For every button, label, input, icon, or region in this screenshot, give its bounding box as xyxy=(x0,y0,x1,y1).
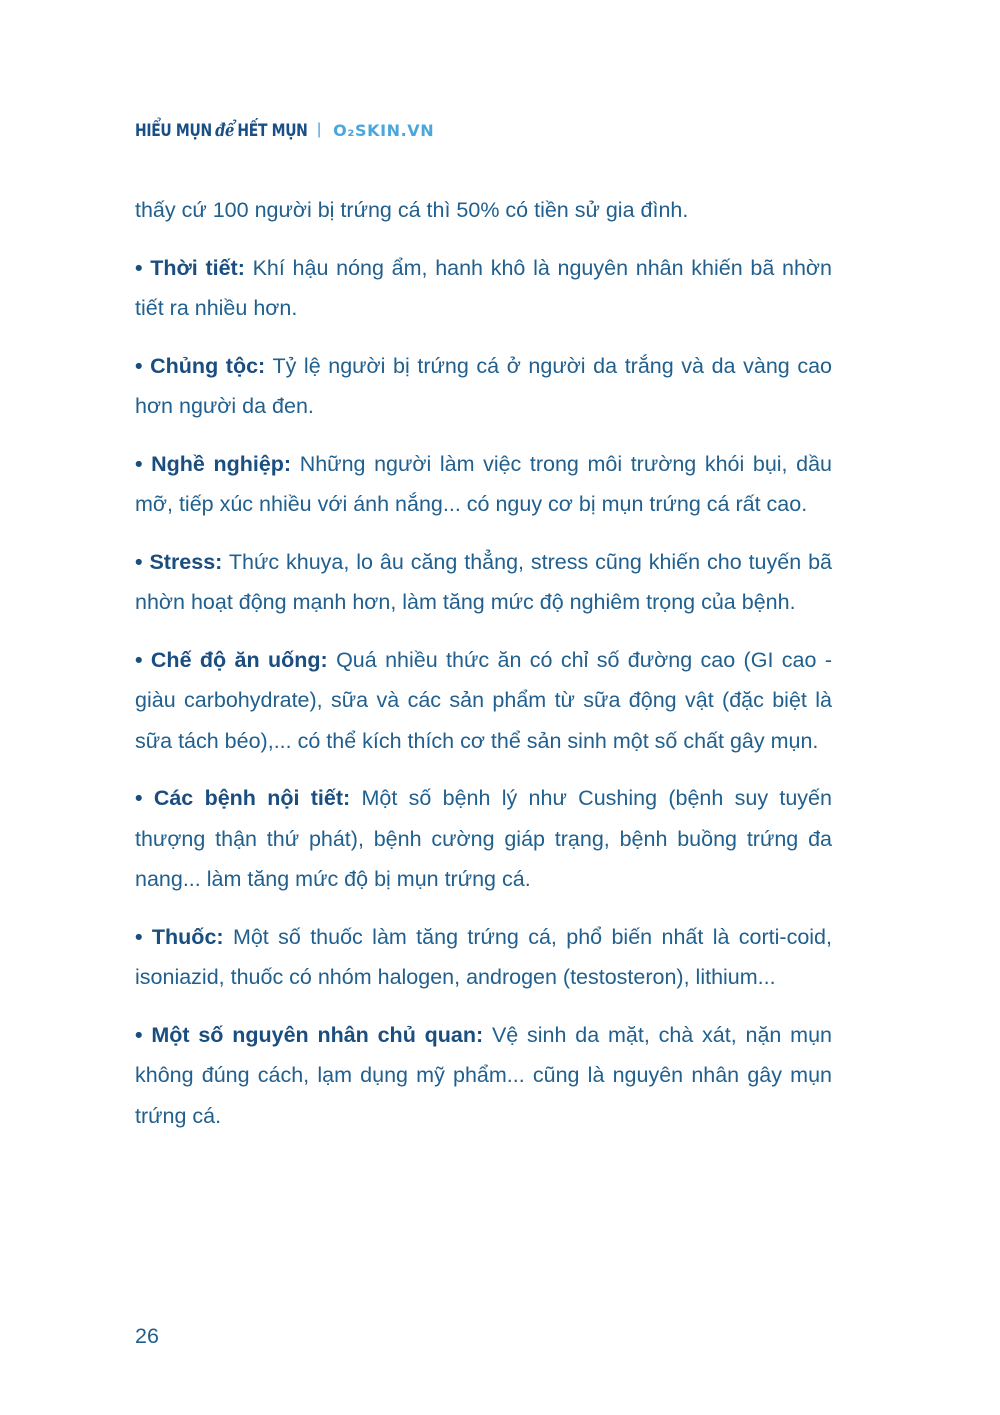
bullet-icon: • xyxy=(135,924,143,949)
bullet-stress xyxy=(135,542,832,623)
bullet-term: Các bệnh nội tiết: xyxy=(153,786,351,810)
bullet-term: Thời tiết: xyxy=(150,255,245,280)
paragraph-family-history xyxy=(135,190,832,231)
bullet-icon: • xyxy=(135,255,143,280)
bullet-term: Một số nguyên nhân chủ quan: xyxy=(151,1022,484,1047)
book-title xyxy=(135,120,307,141)
bullet-icon: • xyxy=(135,786,143,810)
bullet-term: Chế độ ăn uống: xyxy=(150,647,328,672)
bullet-text: Quá nhiều thức ăn có chỉ số đường cao (GI cao - giàu carbohydrate), sữa và các sản phẩm từ sữa động vật (đặc biệt là sữa tách béo),... có thể kích thích cơ thể sản sinh một số chất gây mụn. xyxy=(135,647,832,753)
paragraph-text: thấy cứ 100 người bị trứng cá thì 50% có tiền sử gia đình. xyxy=(135,198,689,222)
bullet-text: Một số thuốc làm tăng trứng cá, phổ biến nhất là corti-coid, isoniazid, thuốc có nhóm halogen, androgen (testosteron), lithium... xyxy=(135,924,832,989)
bullet-diet xyxy=(135,640,832,762)
bullet-occupation xyxy=(135,444,832,525)
page-body xyxy=(135,190,832,1153)
bullet-subjective xyxy=(135,1015,832,1137)
bullet-medication xyxy=(135,917,832,998)
bullet-text: Những người làm việc trong môi trường khói bụi, dầu mỡ, tiếp xúc nhiều với ánh nắng... có nguy cơ bị mụn trứng cá rất cao. xyxy=(135,451,832,516)
bullet-icon: • xyxy=(135,647,143,672)
bullet-term: Nghề nghiệp: xyxy=(151,451,292,476)
bullet-text: Khí hậu nóng ẩm, hanh khô là nguyên nhân khiến bã nhờn tiết ra nhiều hơn. xyxy=(135,255,832,320)
bullet-term: Chủng tộc: xyxy=(150,353,266,378)
bullet-icon: • xyxy=(135,451,143,476)
page-number: 26 xyxy=(135,1324,159,1348)
bullet-icon: • xyxy=(135,549,143,574)
bullet-text: Tỷ lệ người bị trứng cá ở người da trắng và da vàng cao hơn người da đen. xyxy=(135,353,832,418)
bullet-term: Stress: xyxy=(149,549,223,574)
bullet-endocrine xyxy=(135,778,832,900)
book-title-part2: để xyxy=(215,119,235,141)
bullet-text: Thức khuya, lo âu căng thẳng, stress cũng khiến cho tuyến bã nhờn hoạt động mạnh hơn, làm tăng mức độ nghiêm trọng của bệnh. xyxy=(135,549,832,614)
bullet-term: Thuốc: xyxy=(151,924,224,949)
bullet-icon: • xyxy=(135,353,143,378)
bullet-race xyxy=(135,346,832,427)
website-label: O₂SKIN.VN xyxy=(333,120,435,140)
bullet-weather xyxy=(135,248,832,329)
bullet-text: Một số bệnh lý như Cushing (bệnh suy tuyến thượng thận thứ phát), bệnh cường giáp trạng, bệnh buồng trứng đa nang... làm tăng mức độ bị mụn trứng cá. xyxy=(135,786,832,891)
header-separator: | xyxy=(317,121,322,138)
book-title-part3: HẾT MỤN xyxy=(237,120,308,141)
bullet-text: Vệ sinh da mặt, chà xát, nặn mụn không đúng cách, lạm dụng mỹ phẩm... cũng là nguyên nhân gây mụn trứng cá. xyxy=(135,1022,832,1128)
running-header xyxy=(135,116,434,144)
book-title-part1: HIỂU MỤN xyxy=(135,120,212,141)
bullet-icon: • xyxy=(135,1022,143,1047)
